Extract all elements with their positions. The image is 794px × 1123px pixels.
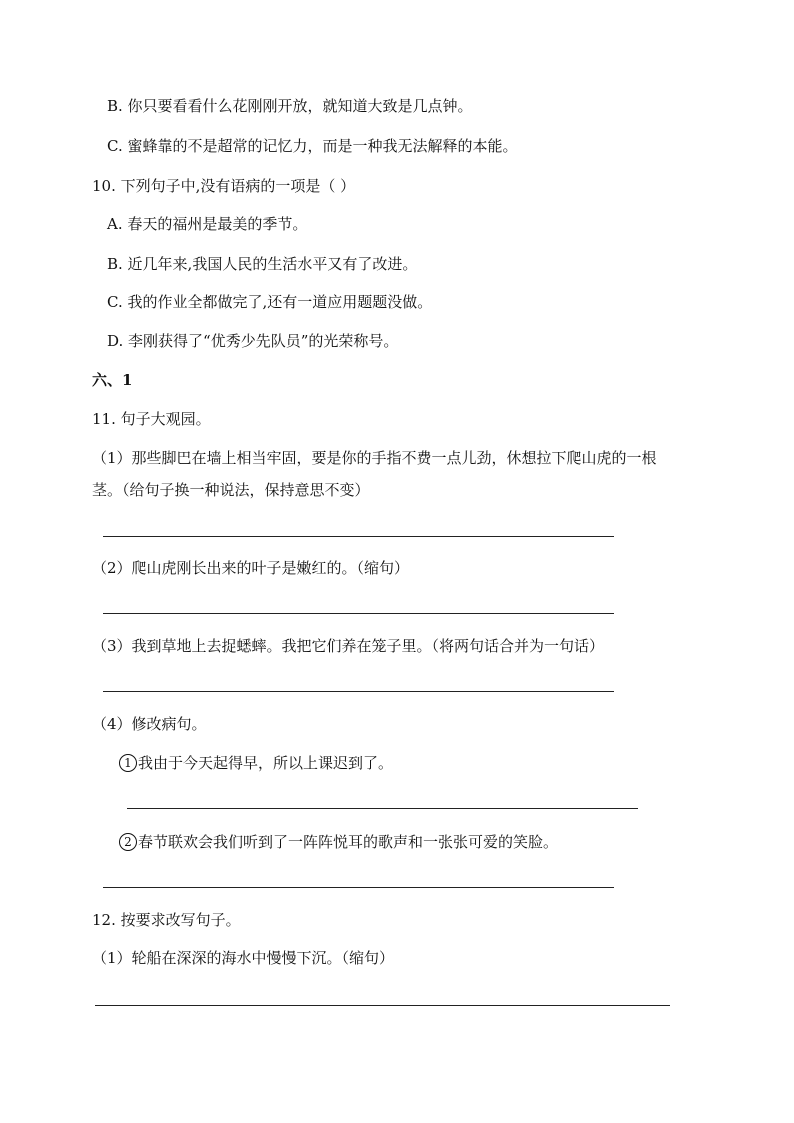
q11-part4: （4）修改病句。 xyxy=(92,715,207,733)
answer-line xyxy=(103,887,614,888)
q10-stem: 10. 下列句子中,没有语病的一项是（ ） xyxy=(92,177,356,195)
answer-line xyxy=(103,536,614,537)
q12-part1: （1）轮船在深深的海水中慢慢下沉。（缩句） xyxy=(92,949,395,967)
q11-sentence-2 xyxy=(119,832,558,852)
circled-number-2: 2 xyxy=(119,833,137,851)
q9-option-c: C. 蜜蜂靠的不是超常的记忆力，而是一种我无法解释的本能。 xyxy=(107,137,518,155)
answer-line xyxy=(95,1005,670,1006)
sentence-1-text: 我由于今天起得早，所以上课迟到了。 xyxy=(138,754,394,772)
q10-option-a: A. 春天的福州是最美的季节。 xyxy=(107,215,308,233)
q10-option-c: C. 我的作业全都做完了,还有一道应用题题没做。 xyxy=(107,293,433,311)
q11-stem: 11. 句子大观园。 xyxy=(92,410,211,428)
circled-number-1: 1 xyxy=(119,754,137,772)
sentence-2-text: 春节联欢会我们听到了一阵阵悦耳的歌声和一张张可爱的笑脸。 xyxy=(138,833,559,851)
answer-line xyxy=(103,613,614,614)
q11-part2: （2）爬山虎刚长出来的叶子是嫩红的。（缩句） xyxy=(92,559,410,577)
q11-part1-line2: 茎。（给句子换一种说法，保持意思不变） xyxy=(92,481,370,499)
q12-stem: 12. 按要求改写句子。 xyxy=(92,911,241,929)
q11-part1-line1: （1）那些脚巴在墙上相当牢固，要是你的手指不费一点儿劲，休想拉下爬山虎的一根 xyxy=(92,449,657,467)
q11-sentence-1 xyxy=(119,753,393,773)
answer-line xyxy=(103,691,614,692)
answer-line xyxy=(127,808,638,809)
section-6-title: 六、1 xyxy=(92,371,133,389)
q10-option-d: D. 李刚获得了“优秀少先队员”的光荣称号。 xyxy=(107,332,399,350)
q9-option-b: B. 你只要看看什么花刚刚开放，就知道大致是几点钟。 xyxy=(107,97,473,115)
q11-part3: （3）我到草地上去捉蟋蟀。我把它们养在笼子里。（将两句话合并为一句话） xyxy=(92,637,605,655)
q10-option-b: B. 近几年来,我国人民的生活水平又有了改进。 xyxy=(107,255,418,273)
